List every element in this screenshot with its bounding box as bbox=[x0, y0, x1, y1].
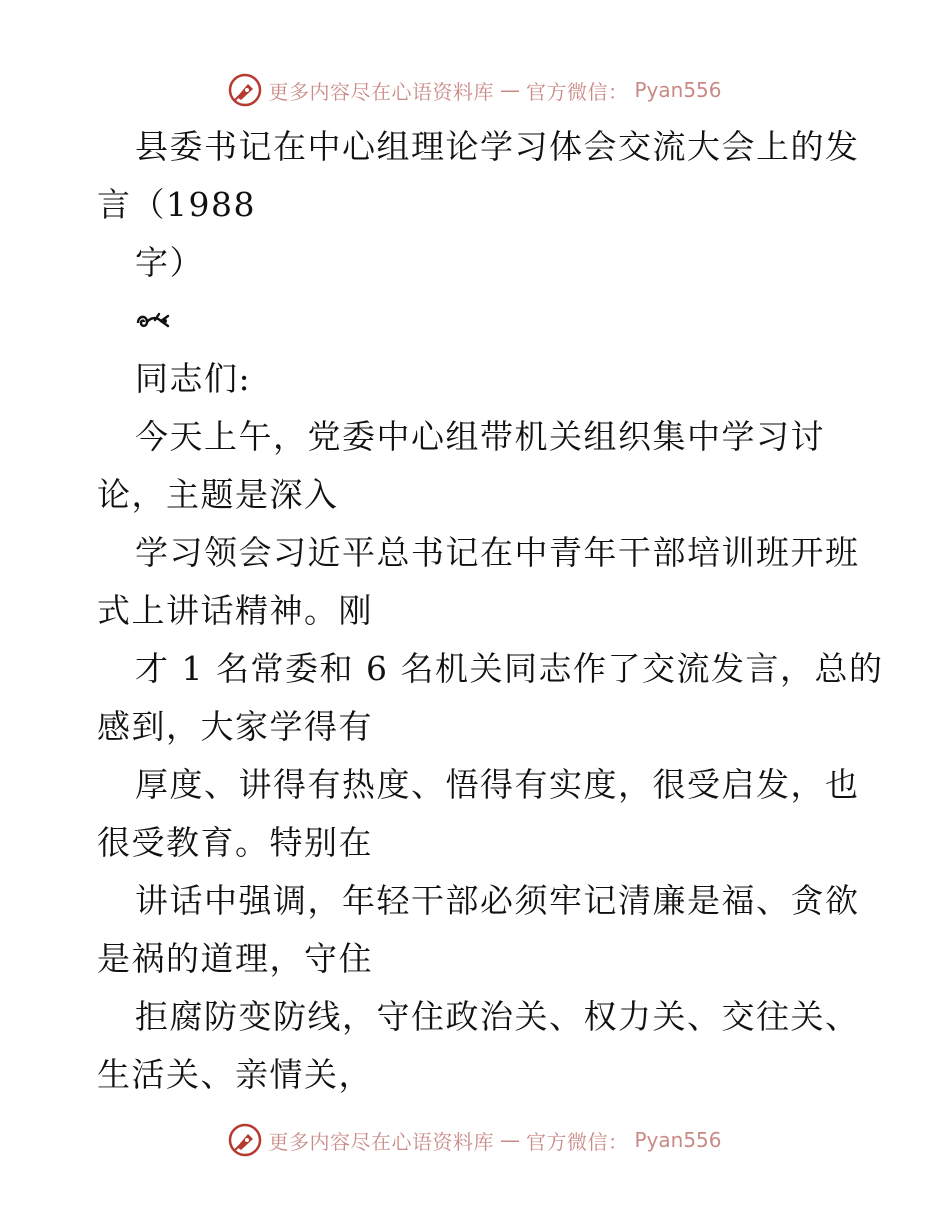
watermark-label: 官方微信： bbox=[525, 79, 629, 104]
watermark-separator: — bbox=[499, 1128, 520, 1152]
text-line: 很受教育。特别在 bbox=[97, 823, 373, 862]
text-line: 讲话中强调，年轻干部必须牢记清廉是福、贪欲 bbox=[135, 881, 860, 920]
document-body bbox=[97, 118, 884, 1104]
text-line: 今天上午，党委中心组带机关组织集中学习讨 bbox=[135, 417, 825, 456]
watermark-text: 更多内容尽在心语资料库 bbox=[268, 1129, 494, 1154]
paragraph-lines bbox=[97, 408, 884, 1104]
watermark-wechat-id: Pyan556 bbox=[634, 78, 722, 102]
pen-nib-icon bbox=[228, 1123, 262, 1157]
footer-watermark bbox=[0, 1120, 950, 1160]
text-line: 感到，大家学得有 bbox=[97, 707, 373, 746]
watermark-wechat-id: Pyan556 bbox=[634, 1128, 722, 1152]
text-line: 式上讲话精神。刚 bbox=[97, 591, 373, 630]
header-watermark bbox=[0, 70, 950, 110]
text-line: 厚度、讲得有热度、悟得有实度，很受启发，也 bbox=[135, 765, 860, 804]
fleuron-icon bbox=[97, 292, 867, 350]
text-line: 是祸的道理，守住 bbox=[97, 939, 373, 978]
text-line: 才 1 名常委和 6 名机关同志作了交流发言，总的 bbox=[135, 649, 884, 688]
watermark-label: 官方微信： bbox=[525, 1129, 629, 1154]
document-title-line-2: 言（1988 bbox=[97, 185, 256, 224]
text-line: 拒腐防变防线，守住政治关、权力关、交往关、 bbox=[135, 997, 860, 1036]
text-line: 论，主题是深入 bbox=[97, 475, 339, 514]
text-line: 学习领会习近平总书记在中青年干部培训班开班 bbox=[135, 533, 860, 572]
salutation: 同志们: bbox=[135, 359, 252, 398]
watermark-separator: — bbox=[499, 78, 520, 102]
document-title-line-1: 县委书记在中心组理论学习体会交流大会上的发 bbox=[135, 127, 860, 166]
document-title-line-3: 字） bbox=[135, 243, 204, 282]
watermark-text: 更多内容尽在心语资料库 bbox=[268, 79, 494, 104]
pen-nib-icon bbox=[228, 73, 262, 107]
text-line: 生活关、亲情关， bbox=[97, 1055, 373, 1094]
